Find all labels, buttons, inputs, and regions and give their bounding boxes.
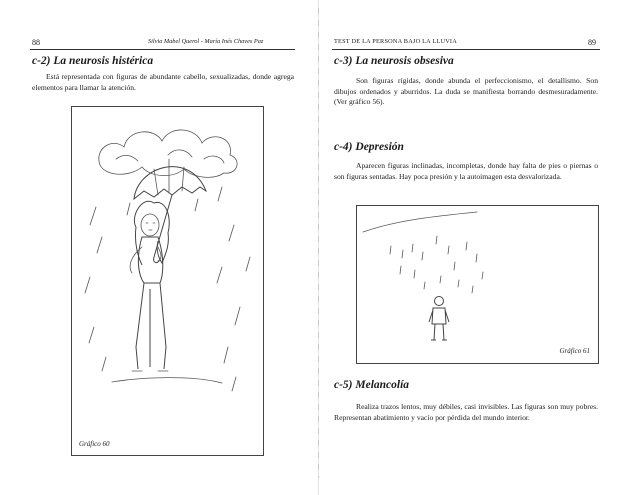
right-page-number: 89 [588, 38, 596, 47]
paragraph-melancolia: Realiza trazos lentos, muy débiles, casi invisibles. Las figuras son muy pobres. Representan abatimiento y vacío por pérdida del mundo interior. [334, 402, 598, 422]
paragraph-depresion: Aparecen figuras inclinadas, incompletas, donde hay falta de pies o piernas o son figuras sentadas. Hay poca presión y la autoimagen esta desvalorizada. [334, 161, 598, 181]
right-header-rule [332, 49, 600, 50]
right-running-header: TEST DE LA PERSONA BAJO LA LLUVIA [334, 38, 457, 45]
section-heading-histerica: c-2) La neurosis histérica [32, 55, 154, 67]
drawing-figure-rain [357, 206, 598, 363]
rain-strokes [85, 187, 250, 391]
left-running-header: Silvia Mabel Querol - María Inés Chaves Paz [148, 38, 264, 45]
cloud-line-drawing [363, 212, 477, 232]
cloud-drawing [99, 130, 237, 177]
figure-61 [356, 205, 599, 364]
left-header-rule [30, 49, 295, 50]
umbrella-drawing [134, 167, 206, 199]
left-page [0, 0, 318, 495]
figure-60 [71, 106, 264, 456]
right-page [320, 0, 638, 495]
small-figure [429, 297, 449, 341]
paragraph-histerica: Está representada con figuras de abundante cabello, sexualizadas, donde agrega elementos para llamar la atención. [32, 72, 294, 92]
section-heading-depresion: c-4) Depresión [334, 141, 404, 153]
drawing-girl-umbrella [72, 107, 263, 455]
paragraph-obsesiva: Son figuras rígidas, donde abunda el perfeccionismo, el detallismo. Son dibujos ordenados y aburridos. La duda se manifiesta borrando desmesuradamente. (Ver gráfico 56). [334, 76, 598, 106]
girl-figure [112, 201, 222, 383]
section-heading-obsesiva: c-3) La neurosis obsesiva [334, 55, 454, 67]
caption-grafico-61: Gráfico 61 [559, 347, 590, 355]
gutter-shadow [318, 8, 319, 478]
left-page-number: 88 [32, 38, 40, 47]
rain-strokes [390, 236, 483, 293]
section-heading-melancolia: c-5) Melancolía [334, 379, 410, 391]
caption-grafico-60: Gráfico 60 [79, 440, 110, 448]
